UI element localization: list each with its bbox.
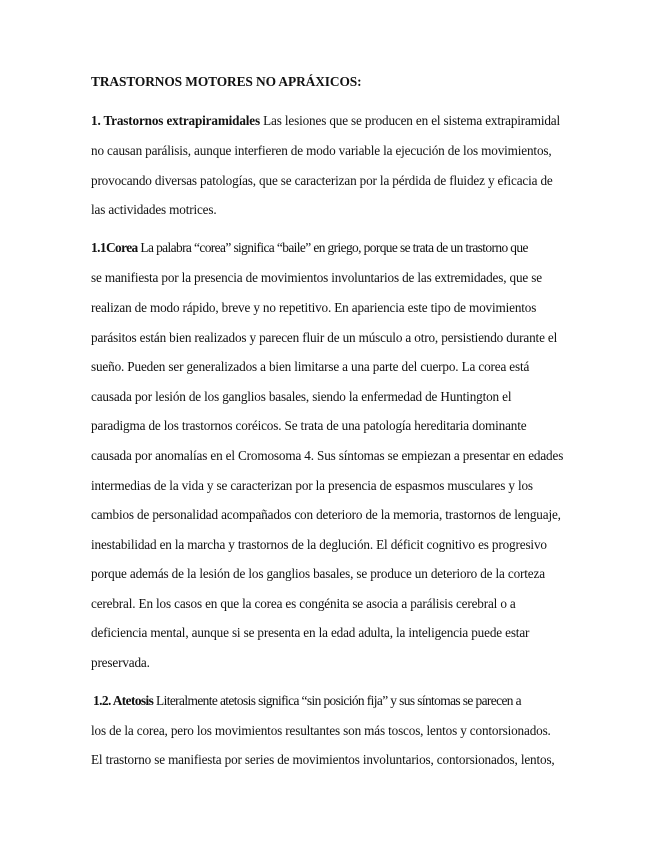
section1-text-1: Las lesiones que se producen en el sistema extrapiramidal [260,113,561,128]
section1-1-line-4: parásitos están bien realizados y parecen fluir de un músculo a otro, persistiendo durante el [91,330,558,345]
section1-1-line-5: sueño. Pueden ser generalizados a bien limitarse a una parte del cuerpo. La corea está [91,359,530,374]
section1-line-1 [91,113,560,129]
section1-1-line-3: realizan de modo rápido, breve y no repetitivo. En apariencia este tipo de movimientos [91,300,537,315]
section1-1-line-6: causada por lesión de los ganglios basales, siendo la enfermedad de Huntington el [91,389,512,404]
section1-1-line-11: inestabilidad en la marcha y trastornos de la deglución. El déficit cognitivo es progresivo [91,537,547,552]
section1-1-line-13: cerebral. En los casos en que la corea es congénita se asocia a parálisis cerebral o a [91,596,516,611]
section1-1-heading: 1.1Corea [91,240,138,255]
section1-2-line-3: El trastorno se manifiesta por series de movimientos involuntarios, contorsionados, lentos, [91,752,555,767]
section1-line-2: no causan parálisis, aunque interfieren de modo variable la ejecución de los movimientos, [91,143,552,158]
section1-2-text-1: Literalmente atetosis significa “sin posición fija” y sus síntomas se parecen a [153,693,521,708]
section1-heading: 1. Trastornos extrapiramidales [91,113,260,128]
section1-1-line-15: preservada. [91,655,150,670]
section1-1-line-1 [91,240,528,256]
section1-1-line-10: cambios de personalidad acompañados con deterioro de la memoria, trastornos de lenguaje, [91,507,561,522]
section1-1-line-8: causada por anomalías en el Cromosoma 4. Sus síntomas se empiezan a presentar en edades [91,448,564,463]
document-title: TRASTORNOS MOTORES NO APRÁXICOS: [91,74,362,89]
section1-1-text-1: La palabra “corea” significa “baile” en griego, porque se trata de un trastorno que [137,240,528,255]
section1-line-4: las actividades motrices. [91,202,217,217]
section1-1-line-12: porque además de la lesión de los ganglios basales, se produce un deterioro de la corteza [91,566,545,581]
section1-1-line-2: se manifiesta por la presencia de movimientos involuntarios de las extremidades, que se [91,270,542,285]
section1-2-line-2: los de la corea, pero los movimientos resultantes son más toscos, lentos y contorsionados. [91,723,551,738]
section1-2-heading: 1.2. Atetosis [93,693,154,708]
section1-line-3: provocando diversas patologías, que se caracterizan por la pérdida de fluidez y eficacia de [91,173,553,188]
section1-1-line-7: paradigma de los trastornos coréicos. Se trata de una patología hereditaria dominante [91,418,527,433]
section1-1-line-9: intermedias de la vida y se caracterizan por la presencia de espasmos musculares y los [91,478,533,493]
section1-2-line-1 [93,693,521,709]
section1-1-line-14: deficiencia mental, aunque si se presenta en la edad adulta, la inteligencia puede estar [91,625,530,640]
